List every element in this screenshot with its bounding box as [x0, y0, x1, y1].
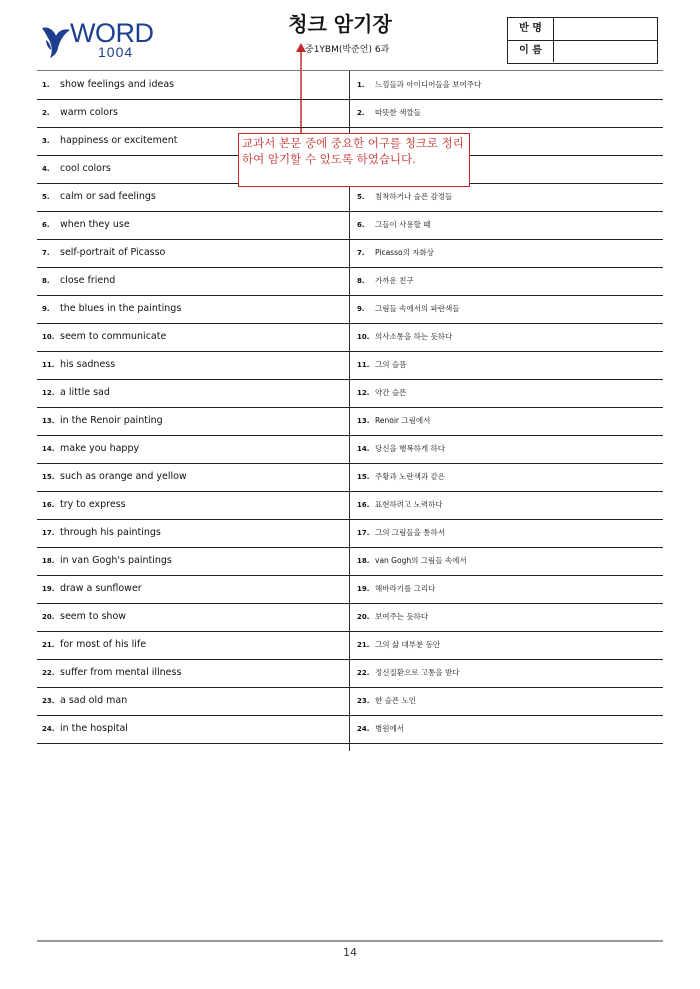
korean-text: 느낌들과 아이디어들을 보여주다 — [375, 80, 482, 89]
table-row — [37, 687, 663, 716]
english-text: close friend — [60, 275, 116, 286]
row-number: 19. — [357, 585, 370, 593]
row-number: 20. — [357, 613, 370, 621]
lesson-subtitle: 중1YBM(박준언) 6과 — [305, 45, 390, 55]
english-chunk — [42, 71, 342, 98]
korean-meaning — [357, 407, 657, 434]
english-chunk — [42, 211, 342, 238]
table-row — [37, 435, 663, 464]
korean-text: 정신질환으로 고통을 받다 — [375, 668, 460, 677]
logo-number: 1004 — [98, 44, 134, 60]
class-label: 반 명 — [508, 18, 554, 40]
english-chunk — [42, 267, 342, 294]
row-number: 17. — [357, 529, 370, 537]
english-text: show feelings and ideas — [60, 79, 175, 90]
korean-text: 그의 슬픔 — [375, 360, 407, 369]
korean-meaning — [357, 71, 657, 98]
english-chunk — [42, 323, 342, 350]
table-row — [37, 463, 663, 492]
row-number: 15. — [357, 473, 370, 481]
table-row — [37, 267, 663, 296]
table-row — [37, 211, 663, 240]
row-number: 16. — [42, 501, 55, 509]
table-row — [37, 407, 663, 436]
korean-meaning — [357, 323, 657, 350]
table-row — [37, 715, 663, 744]
english-chunk — [42, 715, 342, 742]
table-row — [37, 519, 663, 548]
korean-text: van Gogh의 그림들 속에서 — [375, 556, 467, 565]
table-row — [37, 99, 663, 128]
row-number: 11. — [357, 361, 370, 369]
english-text: draw a sunflower — [60, 583, 142, 594]
english-text: when they use — [60, 219, 130, 230]
english-text: make you happy — [60, 443, 140, 454]
row-number: 1. — [357, 81, 365, 89]
korean-text: 가까운 친구 — [375, 276, 414, 285]
class-field[interactable] — [554, 18, 657, 40]
logo-swoosh-icon — [40, 22, 74, 60]
english-text: in the hospital — [60, 723, 128, 734]
english-chunk — [42, 379, 342, 406]
row-number: 15. — [42, 473, 55, 481]
page-number: 14 — [343, 946, 357, 959]
row-number: 22. — [357, 669, 370, 677]
korean-text: 의사소통을 하는 듯하다 — [375, 332, 453, 341]
english-text: in the Renoir painting — [60, 415, 163, 426]
english-chunk — [42, 631, 342, 658]
table-row — [37, 351, 663, 380]
row-number: 24. — [42, 725, 55, 733]
student-info-box — [507, 17, 658, 64]
korean-meaning — [357, 267, 657, 294]
row-number: 12. — [42, 389, 55, 397]
row-number: 6. — [357, 221, 365, 229]
annotation-callout: 교과서 본문 중에 중요한 어구를 청크로 정리하여 암기할 수 있도록 하였습니다. — [238, 133, 470, 187]
english-chunk — [42, 491, 342, 518]
row-number: 13. — [42, 417, 55, 425]
english-text: happiness or excitement — [60, 135, 178, 146]
korean-text: 그의 삶 대부분 동안 — [375, 640, 441, 649]
korean-meaning — [357, 99, 657, 126]
korean-meaning — [357, 575, 657, 602]
row-number: 21. — [42, 641, 55, 649]
row-number: 10. — [357, 333, 370, 341]
row-number: 19. — [42, 585, 55, 593]
row-number: 23. — [357, 697, 370, 705]
korean-meaning — [357, 547, 657, 574]
page-title: 청크 암기장 — [288, 12, 392, 36]
table-row — [37, 71, 663, 100]
english-text: through his paintings — [60, 527, 161, 538]
english-chunk — [42, 183, 342, 210]
korean-meaning — [357, 435, 657, 462]
english-text: such as orange and yellow — [60, 471, 187, 482]
korean-text: Picasso의 자화상 — [375, 248, 434, 257]
english-chunk — [42, 99, 342, 126]
row-number: 7. — [357, 249, 365, 257]
korean-meaning — [357, 295, 657, 322]
row-number: 8. — [42, 277, 50, 285]
english-chunk — [42, 547, 342, 574]
row-number: 13. — [357, 417, 370, 425]
korean-text: 병원에서 — [375, 724, 404, 733]
name-field[interactable] — [554, 40, 657, 62]
korean-text: 표현하려고 노력하다 — [375, 500, 443, 509]
table-row — [37, 491, 663, 520]
english-text: suffer from mental illness — [60, 667, 182, 678]
korean-meaning — [357, 379, 657, 406]
korean-text: 한 슬픈 노인 — [375, 696, 416, 705]
english-chunk — [42, 575, 342, 602]
korean-text: 그림들 속에서의 파란색들 — [375, 304, 460, 313]
english-chunk — [42, 603, 342, 630]
english-chunk — [42, 519, 342, 546]
korean-meaning — [357, 183, 657, 210]
english-chunk — [42, 295, 342, 322]
table-row — [37, 183, 663, 212]
korean-text: 해바라기를 그리다 — [375, 584, 436, 593]
row-number: 4. — [42, 165, 50, 173]
korean-meaning — [357, 603, 657, 630]
row-number: 17. — [42, 529, 55, 537]
korean-meaning — [357, 687, 657, 714]
row-number: 20. — [42, 613, 55, 621]
row-number: 3. — [42, 137, 50, 145]
korean-text: 그들이 사용할 때 — [375, 220, 431, 229]
table-row — [37, 575, 663, 604]
english-text: for most of his life — [60, 639, 147, 650]
english-chunk — [42, 659, 342, 686]
english-chunk — [42, 351, 342, 378]
row-number: 6. — [42, 221, 50, 229]
korean-meaning — [357, 239, 657, 266]
korean-text: 보여주는 듯하다 — [375, 612, 429, 621]
row-number: 24. — [357, 725, 370, 733]
row-number: 1. — [42, 81, 50, 89]
english-text: warm colors — [60, 107, 118, 118]
table-row — [37, 323, 663, 352]
logo-word: WORD — [70, 18, 154, 48]
row-number: 2. — [357, 109, 365, 117]
english-chunk — [42, 435, 342, 462]
english-text: seem to show — [60, 611, 127, 622]
english-text: a little sad — [60, 387, 110, 398]
korean-meaning — [357, 519, 657, 546]
row-number: 14. — [42, 445, 55, 453]
row-number: 5. — [42, 193, 50, 201]
row-number: 18. — [42, 557, 55, 565]
korean-meaning — [357, 463, 657, 490]
korean-meaning — [357, 491, 657, 518]
row-number: 9. — [42, 305, 50, 313]
row-number: 11. — [42, 361, 55, 369]
row-number: 7. — [42, 249, 50, 257]
korean-meaning — [357, 351, 657, 378]
english-chunk — [42, 407, 342, 434]
korean-text: Renoir 그림에서 — [375, 416, 431, 425]
korean-meaning — [357, 715, 657, 742]
row-number: 10. — [42, 333, 55, 341]
korean-text: 침착하거나 슬픈 감정들 — [375, 192, 453, 201]
korean-meaning — [357, 211, 657, 238]
name-row — [508, 40, 657, 62]
row-number: 2. — [42, 109, 50, 117]
english-text: his sadness — [60, 359, 116, 370]
table-row — [37, 239, 663, 268]
korean-text: 그의 그림들을 통하서 — [375, 528, 445, 537]
english-chunk — [42, 239, 342, 266]
row-number: 12. — [357, 389, 370, 397]
row-number: 23. — [42, 697, 55, 705]
table-row — [37, 631, 663, 660]
row-number: 16. — [357, 501, 370, 509]
english-text: a sad old man — [60, 695, 128, 706]
korean-text: 주황과 노란색과 같은 — [375, 472, 445, 481]
footer-divider — [37, 940, 663, 942]
english-text: in van Gogh's paintings — [60, 555, 172, 566]
korean-text: 당신을 행복하게 하다 — [375, 444, 445, 453]
row-number: 14. — [357, 445, 370, 453]
name-label: 이 름 — [508, 40, 554, 62]
table-row — [37, 379, 663, 408]
english-chunk — [42, 687, 342, 714]
row-number: 21. — [357, 641, 370, 649]
english-text: try to express — [60, 499, 126, 510]
english-chunk — [42, 463, 342, 490]
row-number: 9. — [357, 305, 365, 313]
table-row — [37, 295, 663, 324]
table-row — [37, 547, 663, 576]
english-text: seem to communicate — [60, 331, 167, 342]
korean-meaning — [357, 659, 657, 686]
class-row — [508, 18, 657, 41]
korean-text: 따뜻한 색깔들 — [375, 108, 421, 117]
row-number: 8. — [357, 277, 365, 285]
english-text: calm or sad feelings — [60, 191, 156, 202]
english-text: the blues in the paintings — [60, 303, 182, 314]
row-number: 22. — [42, 669, 55, 677]
row-number: 5. — [357, 193, 365, 201]
row-number: 18. — [357, 557, 370, 565]
table-row — [37, 603, 663, 632]
korean-text: 약간 슬픈 — [375, 388, 407, 397]
english-text: cool colors — [60, 163, 111, 174]
word1004-logo — [40, 20, 160, 60]
korean-meaning — [357, 631, 657, 658]
english-text: self-portrait of Picasso — [60, 247, 166, 258]
table-row — [37, 659, 663, 688]
